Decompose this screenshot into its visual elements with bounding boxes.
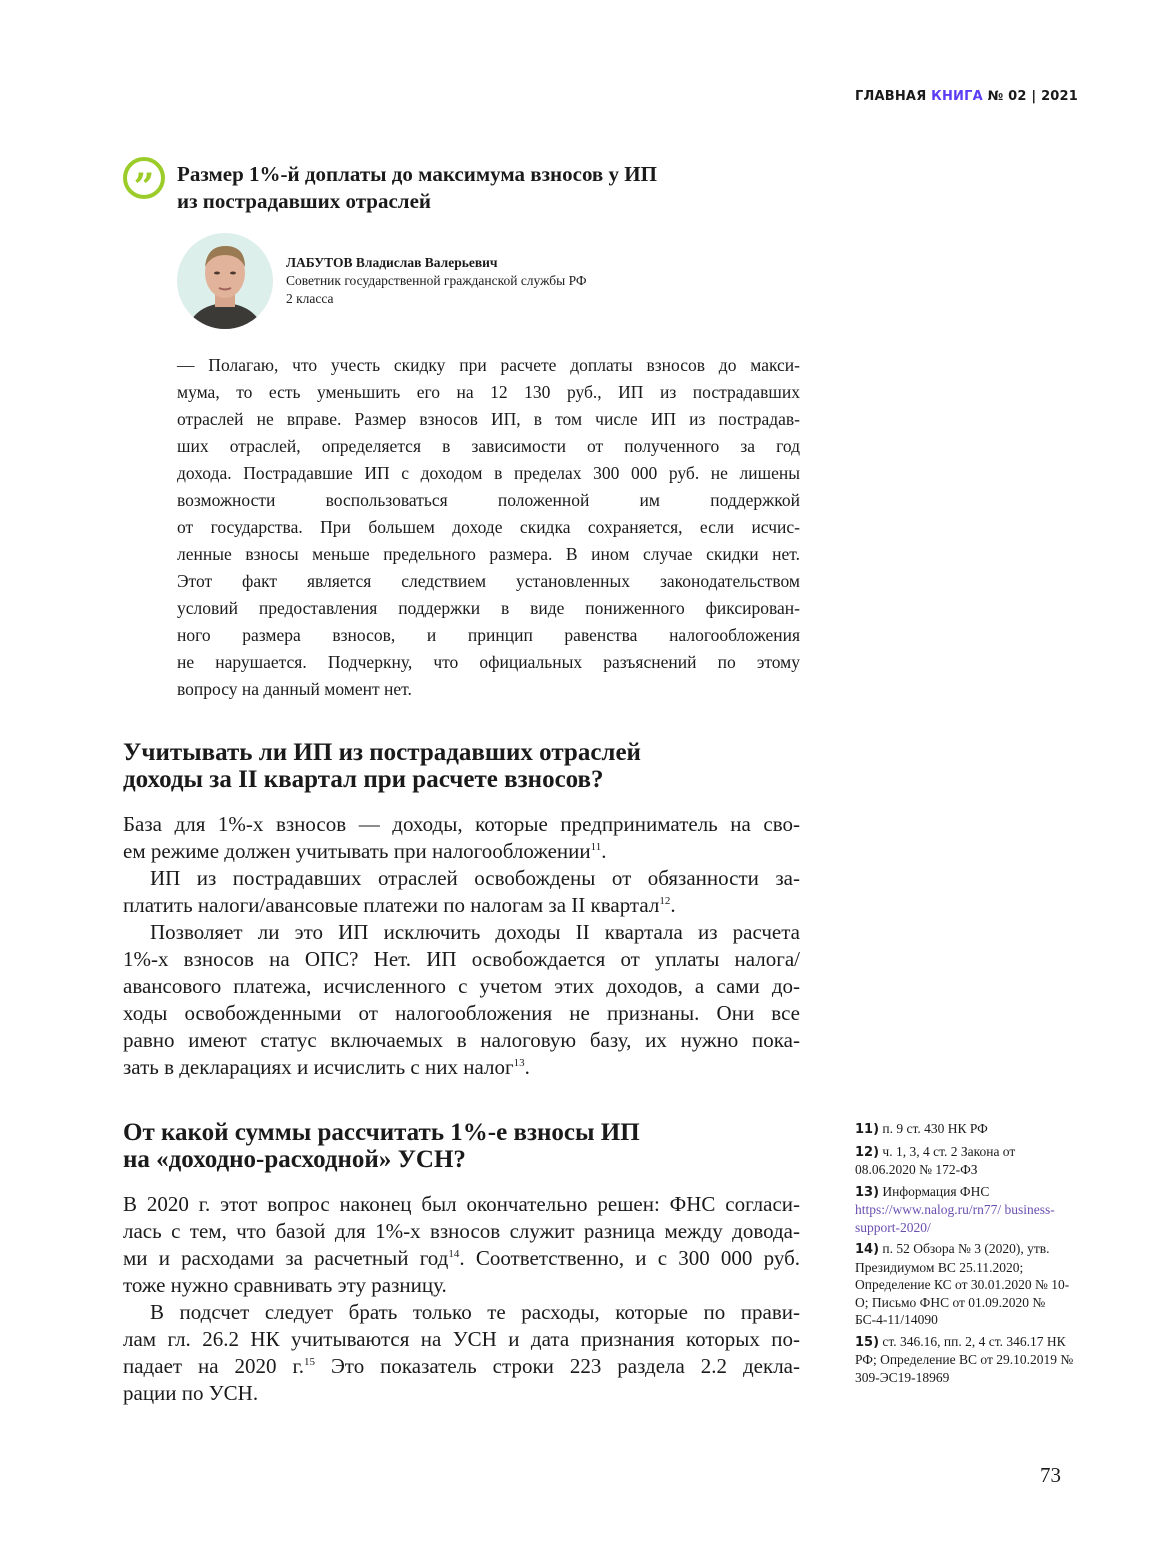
text-line: зать в декларациях и исчислить с них налог$^{13}$.	[123, 1055, 530, 1079]
text-line: рации по УСН.	[123, 1381, 259, 1405]
quote-line: вопросу на данный момент нет.	[177, 679, 412, 699]
footnote-item	[855, 1120, 1075, 1139]
footnote-text: п. 52 Обзора № 3 (2020), утв. Президиумом ВС 25.11.2020; Определение КС от 30.01.2020 № 10-О; Письмо ФНС от 01.09.2020 № БС-4-11/14090	[855, 1241, 1070, 1327]
text-line: тоже нужно сравнивать эту разницу.	[123, 1273, 447, 1297]
section2-body	[123, 1191, 800, 1407]
text-line: ИП из пострадавших отраслей освобождены от обязанности за-	[150, 866, 800, 890]
footnote-text: ч. 1, 3, 4 ст. 2 Закона от 08.06.2020 № 172-ФЗ	[855, 1143, 1016, 1177]
footnote-text: ст. 346.16, пп. 2, 4 ст. 346.17 НК РФ; Определение ВС от 29.10.2019 № 309-ЭС19-18969	[855, 1333, 1074, 1385]
text-line: В подсчет следует брать только те расходы, которые по прави-	[150, 1300, 800, 1324]
quote-title-line: Размер 1%-й доплаты до максимума взносов у ИП	[177, 162, 657, 186]
footnote-item	[855, 1333, 1075, 1387]
quote-title	[177, 157, 800, 215]
text-line: Позволяет ли это ИП исключить доходы II квартала из расчета	[150, 920, 800, 944]
footnote-ref[interactable]: 14	[448, 1248, 460, 1260]
quote-line: ного размера взносов, и принцип равенства налогообложения	[177, 625, 800, 645]
quote-line: ленные взносы меньше предельного размера. В ином случае скидки нет.	[177, 544, 800, 564]
text-line: ем режиме должен учитывать при налогообложении$^{11}$.	[123, 839, 607, 863]
quote-line: Этот факт является следствием установленных законодательством	[177, 571, 800, 591]
quote-line: ших отраслей, определяется в зависимости от полученного за год	[177, 436, 800, 456]
footnote-ref[interactable]: 13	[513, 1057, 525, 1069]
brand-accent: КНИГА	[931, 89, 983, 104]
footnote-number: 15)	[855, 1334, 880, 1350]
page-number: 73	[1040, 1463, 1061, 1487]
footnotes	[855, 1120, 1075, 1390]
text-line: платить налоги/авансовые платежи по налогам за II квартал$^{12}$.	[123, 893, 676, 917]
quote-line: дохода. Пострадавшие ИП с доходом в пределах 300 000 руб. не лишены	[177, 463, 800, 483]
heading-line: От какой суммы рассчитать 1%-е взносы ИП	[123, 1119, 640, 1146]
text-line: равно имеют статус включаемых в налоговую базу, их нужно пока-	[123, 1028, 800, 1052]
quote-line: возможности воспользоваться положенной им поддержкой	[177, 490, 800, 510]
section-heading-usn	[123, 1119, 800, 1173]
running-header	[855, 89, 1078, 104]
issue-number: № 02 | 2021	[987, 89, 1079, 104]
text-line: авансового платежа, исчисленного с учетом этих доходов, а сами до-	[123, 974, 800, 998]
footnote-item	[855, 1143, 1075, 1179]
quote-title-line: из пострадавших отраслей	[177, 189, 431, 213]
quote-line: условий предоставления поддержки в виде пониженного фиксирован-	[177, 598, 800, 618]
text-line: ходы освобожденными от налогообложения не признаны. Они все	[123, 1001, 800, 1025]
quote-line: мума, то есть уменьшить его на 12 130 руб., ИП из пострадавших	[177, 382, 800, 402]
footnote-item	[855, 1183, 1075, 1237]
quote-body	[177, 352, 800, 703]
heading-line: Учитывать ли ИП из пострадавших отраслей	[123, 739, 641, 766]
quote-icon: ”	[123, 157, 165, 199]
text-line: База для 1%-х взносов — доходы, которые предприниматель на сво-	[123, 812, 800, 836]
author-position: Советник государственной гражданской службы РФ	[286, 273, 587, 288]
heading-line: на «доходно-расходной» УСН?	[123, 1146, 466, 1173]
quote-line: — Полагаю, что учесть скидку при расчете доплаты взносов до макси-	[177, 355, 800, 375]
section1-body	[123, 811, 800, 1081]
footnote-ref[interactable]: 15	[303, 1356, 315, 1368]
main-column	[123, 157, 800, 1407]
footnote-text: п. 9 ст. 430 НК РФ	[882, 1121, 988, 1136]
footnote-ref[interactable]: 11	[590, 841, 602, 853]
footnote-number: 11)	[855, 1122, 880, 1137]
text-line: В 2020 г. этот вопрос наконец был окончательно решен: ФНС согласи-	[123, 1192, 800, 1216]
quote-line: отраслей не вправе. Размер взносов ИП, в том числе ИП из пострадав-	[177, 409, 800, 429]
text-line: падает на 2020 г.$^{15}$ Это показатель строки 223 раздела 2.2 декла-	[123, 1354, 801, 1378]
author-name: ЛАБУТОВ Владислав Валерьевич	[286, 255, 498, 270]
heading-line: доходы за II квартал при расчете взносов?	[123, 766, 604, 793]
section-heading-q2-income	[123, 739, 800, 793]
author-block	[177, 233, 800, 329]
text-line: лась с тем, что базой для 1%-х взносов служит разница между довода-	[123, 1219, 800, 1243]
footnote-number: 14)	[855, 1242, 880, 1257]
quote-line: от государства. При большем доходе скидка сохраняется, если исчис-	[177, 517, 800, 537]
footnote-text: Информация ФНС	[882, 1183, 990, 1199]
quote-header	[123, 157, 800, 215]
footnote-number: 13)	[855, 1184, 880, 1200]
author-class: 2 класса	[286, 291, 334, 306]
quote-line: не нарушается. Подчеркну, что официальных разъяснений по этому	[177, 652, 800, 672]
footnote-number: 12)	[855, 1144, 880, 1160]
text-line: лам гл. 26.2 НК учитываются на УСН и дата признания которых по-	[123, 1327, 800, 1351]
footnote-link[interactable]: https://www.nalog.ru/rn77/ business-support-2020/	[855, 1202, 1055, 1235]
footnote-item	[855, 1240, 1075, 1329]
brand-main: ГЛАВНАЯ	[855, 89, 927, 104]
footnote-ref[interactable]: 12	[659, 895, 671, 907]
text-line: 1%-х взносов на ОПС? Нет. ИП освобождается от уплаты налога/	[123, 947, 800, 971]
author-info	[286, 254, 587, 308]
text-line: ми и расходами за расчетный год$^{14}$. Соответственно, и с 300 000 руб.	[123, 1246, 800, 1270]
author-photo	[177, 233, 273, 329]
